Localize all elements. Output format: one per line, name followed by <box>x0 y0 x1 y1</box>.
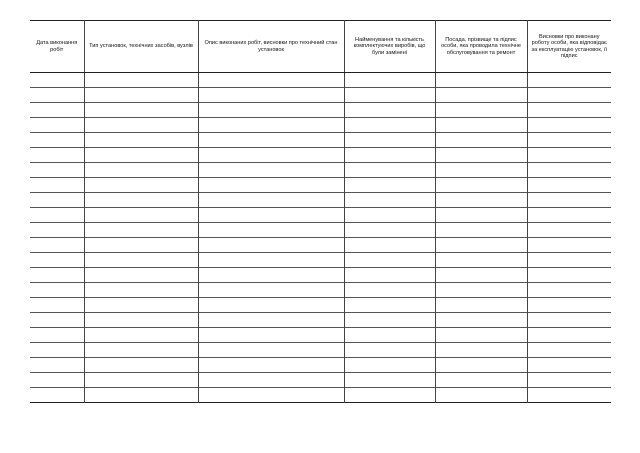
table-cell <box>84 238 198 253</box>
header-performer-signature: Посада, прізвище та підпис особи, яка проводила технічне обслуговування та ремонт <box>435 21 527 73</box>
table-cell <box>527 268 611 283</box>
table-cell <box>344 118 435 133</box>
table-cell <box>84 148 198 163</box>
table-cell <box>435 253 527 268</box>
table-cell <box>435 388 527 403</box>
table-cell <box>198 208 344 223</box>
header-work-date: Дата виконання робіт <box>30 21 84 73</box>
table-cell <box>344 163 435 178</box>
table-cell <box>30 358 84 373</box>
table-cell <box>344 283 435 298</box>
table-cell <box>344 313 435 328</box>
table-cell <box>344 133 435 148</box>
table-row <box>30 298 611 313</box>
table-cell <box>527 373 611 388</box>
table-cell <box>30 238 84 253</box>
table-cell <box>435 373 527 388</box>
header-work-description: Опис виконаних робіт, висновки про технічний стан установок <box>198 21 344 73</box>
table-cell <box>344 268 435 283</box>
table-cell <box>435 298 527 313</box>
table-cell <box>435 88 527 103</box>
table-cell <box>344 388 435 403</box>
table-row <box>30 178 611 193</box>
table-cell <box>198 343 344 358</box>
table-cell <box>344 193 435 208</box>
table-cell <box>527 88 611 103</box>
table-cell <box>527 328 611 343</box>
table-row <box>30 238 611 253</box>
table-cell <box>198 388 344 403</box>
table-cell <box>30 223 84 238</box>
table-cell <box>84 118 198 133</box>
table-cell <box>344 148 435 163</box>
maintenance-log-table <box>30 20 611 403</box>
table-cell <box>30 73 84 88</box>
table-cell <box>435 313 527 328</box>
table-cell <box>435 328 527 343</box>
table-cell <box>344 223 435 238</box>
header-responsible-conclusion: Висновки про виконану роботу особи, яка відповідає за експлуатацію установок, її підпис <box>527 21 611 73</box>
table-cell <box>435 193 527 208</box>
table-cell <box>84 163 198 178</box>
table-cell <box>30 343 84 358</box>
table-cell <box>84 283 198 298</box>
table-cell <box>435 148 527 163</box>
table-cell <box>435 268 527 283</box>
table-cell <box>198 358 344 373</box>
table-cell <box>30 118 84 133</box>
table-body <box>30 73 611 403</box>
table-cell <box>435 178 527 193</box>
table-cell <box>84 73 198 88</box>
table-cell <box>84 328 198 343</box>
table-cell <box>84 133 198 148</box>
table-cell <box>344 358 435 373</box>
table-cell <box>30 313 84 328</box>
table-cell <box>198 253 344 268</box>
table-cell <box>30 148 84 163</box>
table-cell <box>30 253 84 268</box>
table-cell <box>435 133 527 148</box>
table-cell <box>198 223 344 238</box>
table-cell <box>435 358 527 373</box>
table-cell <box>435 238 527 253</box>
table-cell <box>344 73 435 88</box>
table-cell <box>344 178 435 193</box>
table-row <box>30 313 611 328</box>
table-cell <box>527 238 611 253</box>
table-cell <box>84 313 198 328</box>
table-row <box>30 208 611 223</box>
table-cell <box>344 88 435 103</box>
table-row <box>30 118 611 133</box>
table-cell <box>527 283 611 298</box>
table-cell <box>435 73 527 88</box>
table-row <box>30 283 611 298</box>
table-cell <box>527 103 611 118</box>
table-header-row <box>30 21 611 73</box>
table-cell <box>198 73 344 88</box>
table-cell <box>84 298 198 313</box>
table-cell <box>527 73 611 88</box>
table-cell <box>30 193 84 208</box>
table-cell <box>435 223 527 238</box>
table-cell <box>435 283 527 298</box>
table-cell <box>435 118 527 133</box>
table-cell <box>344 208 435 223</box>
table-cell <box>198 193 344 208</box>
table-cell <box>84 88 198 103</box>
table-cell <box>198 313 344 328</box>
table-cell <box>30 298 84 313</box>
table-row <box>30 103 611 118</box>
table-cell <box>30 208 84 223</box>
header-replaced-components: Найменування та кількість комплектуючих виробів, що були замінені <box>344 21 435 73</box>
table-cell <box>435 103 527 118</box>
table-cell <box>344 298 435 313</box>
table-cell <box>84 373 198 388</box>
table-cell <box>84 358 198 373</box>
table-cell <box>344 253 435 268</box>
table-row <box>30 193 611 208</box>
table-cell <box>527 223 611 238</box>
table-cell <box>198 268 344 283</box>
table-cell <box>30 268 84 283</box>
table-cell <box>527 358 611 373</box>
table-cell <box>527 208 611 223</box>
header-installation-type: Тип установок, технічних засобів, вузлів <box>84 21 198 73</box>
table-row <box>30 148 611 163</box>
table-cell <box>84 268 198 283</box>
table-row <box>30 268 611 283</box>
table-cell <box>527 298 611 313</box>
table-row <box>30 223 611 238</box>
table-cell <box>84 388 198 403</box>
table-cell <box>30 163 84 178</box>
table-cell <box>198 133 344 148</box>
table-cell <box>198 298 344 313</box>
table-cell <box>84 193 198 208</box>
table-cell <box>198 238 344 253</box>
table-row <box>30 328 611 343</box>
table-cell <box>527 193 611 208</box>
table-row <box>30 163 611 178</box>
table-cell <box>527 148 611 163</box>
table-row <box>30 88 611 103</box>
table-cell <box>30 178 84 193</box>
table-cell <box>30 373 84 388</box>
table-cell <box>527 133 611 148</box>
table-cell <box>30 103 84 118</box>
table-cell <box>527 343 611 358</box>
table-cell <box>435 343 527 358</box>
table-cell <box>344 343 435 358</box>
table-row <box>30 343 611 358</box>
table-cell <box>344 238 435 253</box>
table-cell <box>198 283 344 298</box>
table-row <box>30 358 611 373</box>
table-cell <box>198 103 344 118</box>
table-cell <box>435 208 527 223</box>
table-row <box>30 253 611 268</box>
table-cell <box>527 388 611 403</box>
table-cell <box>198 118 344 133</box>
table-cell <box>84 208 198 223</box>
table-row <box>30 73 611 88</box>
table-cell <box>198 148 344 163</box>
table-cell <box>527 163 611 178</box>
table-cell <box>198 328 344 343</box>
table-row <box>30 373 611 388</box>
table-cell <box>84 178 198 193</box>
table-cell <box>198 88 344 103</box>
table-row <box>30 388 611 403</box>
table-cell <box>344 103 435 118</box>
table-cell <box>527 118 611 133</box>
table-row <box>30 133 611 148</box>
table-cell <box>344 373 435 388</box>
table-cell <box>344 328 435 343</box>
table-cell <box>30 388 84 403</box>
table-cell <box>30 133 84 148</box>
table-cell <box>30 328 84 343</box>
table-cell <box>84 223 198 238</box>
table-cell <box>198 373 344 388</box>
table-cell <box>198 163 344 178</box>
table-cell <box>84 343 198 358</box>
table-cell <box>527 253 611 268</box>
table-cell <box>30 283 84 298</box>
table-cell <box>527 313 611 328</box>
table-cell <box>84 103 198 118</box>
table-cell <box>198 178 344 193</box>
table-cell <box>435 163 527 178</box>
table-cell <box>30 88 84 103</box>
table-cell <box>527 178 611 193</box>
table-cell <box>84 253 198 268</box>
